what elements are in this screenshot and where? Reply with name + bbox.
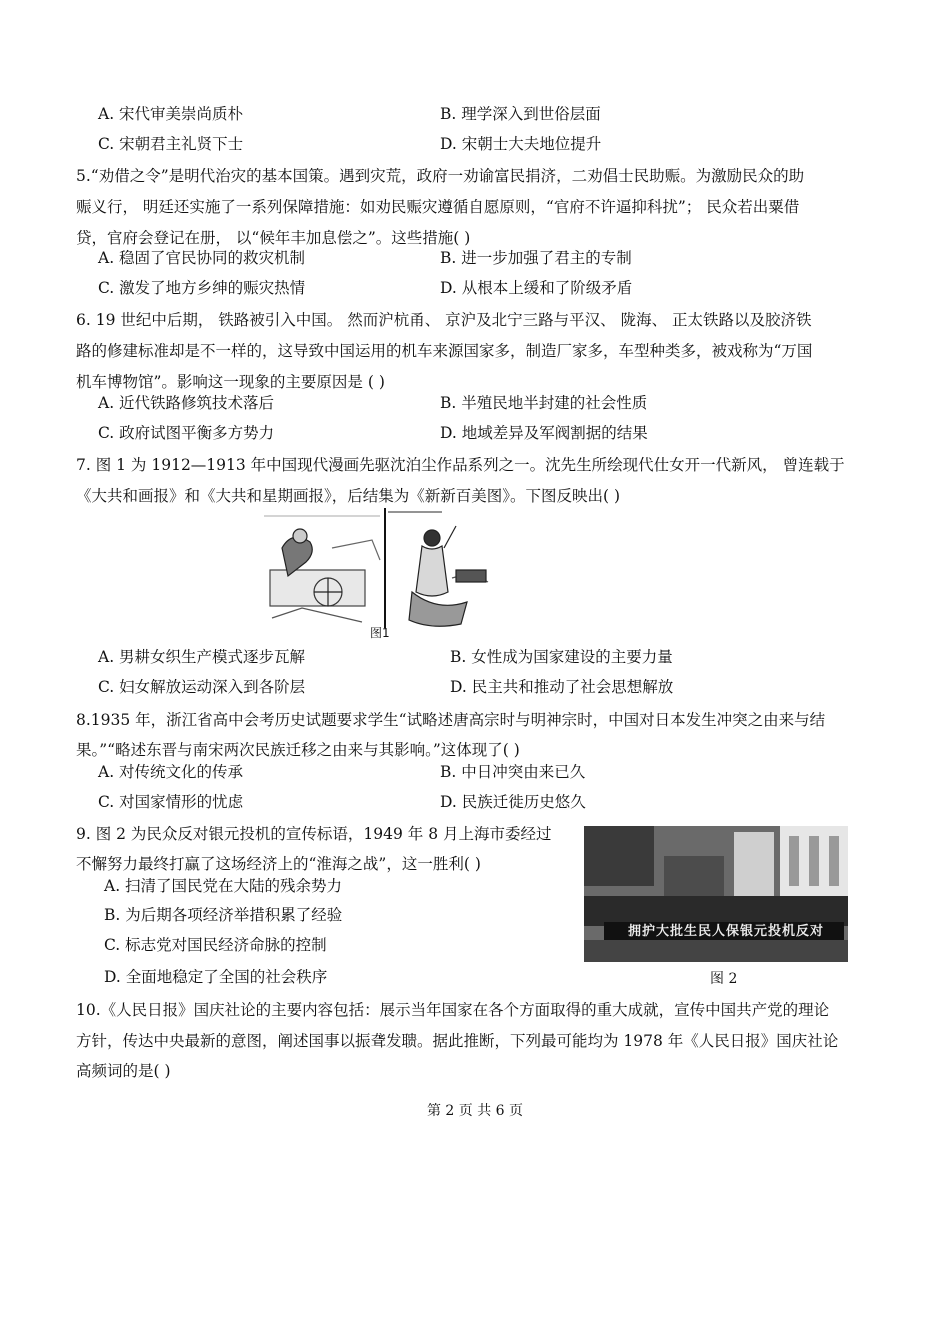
q5-option-a: A. 稳固了官民协同的救灾机制 <box>98 249 306 267</box>
q4-option-c: C. 宋朝君主礼贤下士 <box>98 135 244 153</box>
q7-option-a: A. 男耕女织生产模式逐步瓦解 <box>98 648 306 666</box>
figure-2-photo <box>584 826 848 962</box>
q5-stem-line-1: 5.“劝借之令”是明代治灾的基本国策。遇到灾荒，政府一劝谕富民捐济，二劝倡士民助赈。为激励民众的助 <box>76 167 805 185</box>
q7-option-d: D. 民主共和推动了社会思想解放 <box>450 678 674 696</box>
figure-2-illustration <box>584 826 848 962</box>
q5-stem-line-3: 贷，官府会登记在册， 以“候年丰加息偿之”。这些措施( ) <box>76 229 471 247</box>
q5-option-c: C. 激发了地方乡绅的赈灾热情 <box>98 279 306 297</box>
q7-stem-line-2: 《大共和画报》和《大共和星期画报》，后结集为《新新百美图》。下图反映出( ) <box>76 487 621 505</box>
figure-1-left-panel <box>264 516 380 622</box>
q6-option-d: D. 地域差异及军阀割据的结果 <box>440 424 648 442</box>
q5-option-d: D. 从根本上缓和了阶级矛盾 <box>440 279 633 297</box>
q8-option-a: A. 对传统文化的传承 <box>98 763 244 781</box>
q6-stem-line-2: 路的修建标准却是不一样的，这导致中国运用的机车来源国家多，制造厂家多，车型种类多，被戏称为“万国 <box>76 342 813 360</box>
q7-option-b: B. 女性成为国家建设的主要力量 <box>450 648 673 666</box>
q8-option-b: B. 中日冲突由来已久 <box>440 763 586 781</box>
q8-option-d: D. 民族迁徙历史悠久 <box>440 793 586 811</box>
figure-1-illustration <box>262 508 492 638</box>
figure-2-caption: 图 2 <box>710 971 738 987</box>
q6-stem-line-1: 6. 19 世纪中后期， 铁路被引入中国。 然而沪杭甬、 京沪及北宁三路与平汉、 陇海、 正太铁路以及胶济铁 <box>76 311 812 329</box>
figure-1 <box>262 508 492 638</box>
q10-stem-line-2: 方针，传达中央最新的意图，阐述国事以振聋发聩。据此推断，下列最可能均为 1978 年《人民日报》国庆社论 <box>76 1032 839 1050</box>
q9-stem-line-2: 不懈努力最终打赢了这场经济上的“淮海之战”，这一胜利( ) <box>76 855 481 873</box>
q6-option-a: A. 近代铁路修筑技术落后 <box>98 394 275 412</box>
figure-1-right-panel <box>388 512 488 626</box>
q9-option-c: C. 标志党对国民经济命脉的控制 <box>104 936 327 954</box>
q6-option-b: B. 半殖民地半封建的社会性质 <box>440 394 648 412</box>
q8-stem-line-2: 果。”“略述东晋与南宋两次民族迁移之由来与其影响。”这体现了( ) <box>76 741 520 759</box>
q9-option-b: B. 为后期各项经济举措积累了经验 <box>104 906 343 924</box>
q6-option-c: C. 政府试图平衡多方势力 <box>98 424 275 442</box>
q7-option-c: C. 妇女解放运动深入到各阶层 <box>98 678 306 696</box>
q4-option-a: A. 宋代审美崇尚质朴 <box>98 105 244 123</box>
figure-1-caption: 图1 <box>370 626 390 640</box>
q6-stem-line-3: 机车博物馆”。影响这一现象的主要原因是 ( ) <box>76 373 385 391</box>
q9-option-a: A. 扫清了国民党在大陆的残余势力 <box>104 877 343 895</box>
q10-stem-line-3: 高频词的是( ) <box>76 1062 171 1080</box>
q9-stem-line-1: 9. 图 2 为民众反对银元投机的宣传标语，1949 年 8 月上海市委经过 <box>76 825 552 843</box>
q5-stem-line-2: 赈义行， 明廷还实施了一系列保障措施：如劝民赈灾遵循自愿原则，“官府不许逼抑科扰”； 民众若出粟借 <box>76 198 800 216</box>
q7-stem-line-1: 7. 图 1 为 1912—1913 年中国现代漫画先驱沈泊尘作品系列之一。沈先生所绘现代仕女开一代新风， 曾连载于 <box>76 456 845 474</box>
q8-stem-line-1: 8.1935 年，浙江省高中会考历史试题要求学生“试略述唐高宗时与明神宗时，中国对日本发生冲突之由来与结 <box>76 711 826 729</box>
q8-option-c: C. 对国家情形的忧虑 <box>98 793 244 811</box>
figure-2-banner-text: 拥护大批生民人保银元投机反对 <box>627 924 824 939</box>
q4-option-b: B. 理学深入到世俗层面 <box>440 105 601 123</box>
q5-option-b: B. 进一步加强了君主的专制 <box>440 249 632 267</box>
q9-option-d: D. 全面地稳定了全国的社会秩序 <box>104 968 328 986</box>
q4-option-d: D. 宋朝士大夫地位提升 <box>440 135 602 153</box>
q10-stem-line-1: 10.《人民日报》国庆社论的主要内容包括：展示当年国家在各个方面取得的重大成就，宣传中国共产党的理论 <box>76 1001 830 1019</box>
page-footer: 第 2 页 共 6 页 <box>426 1103 524 1119</box>
